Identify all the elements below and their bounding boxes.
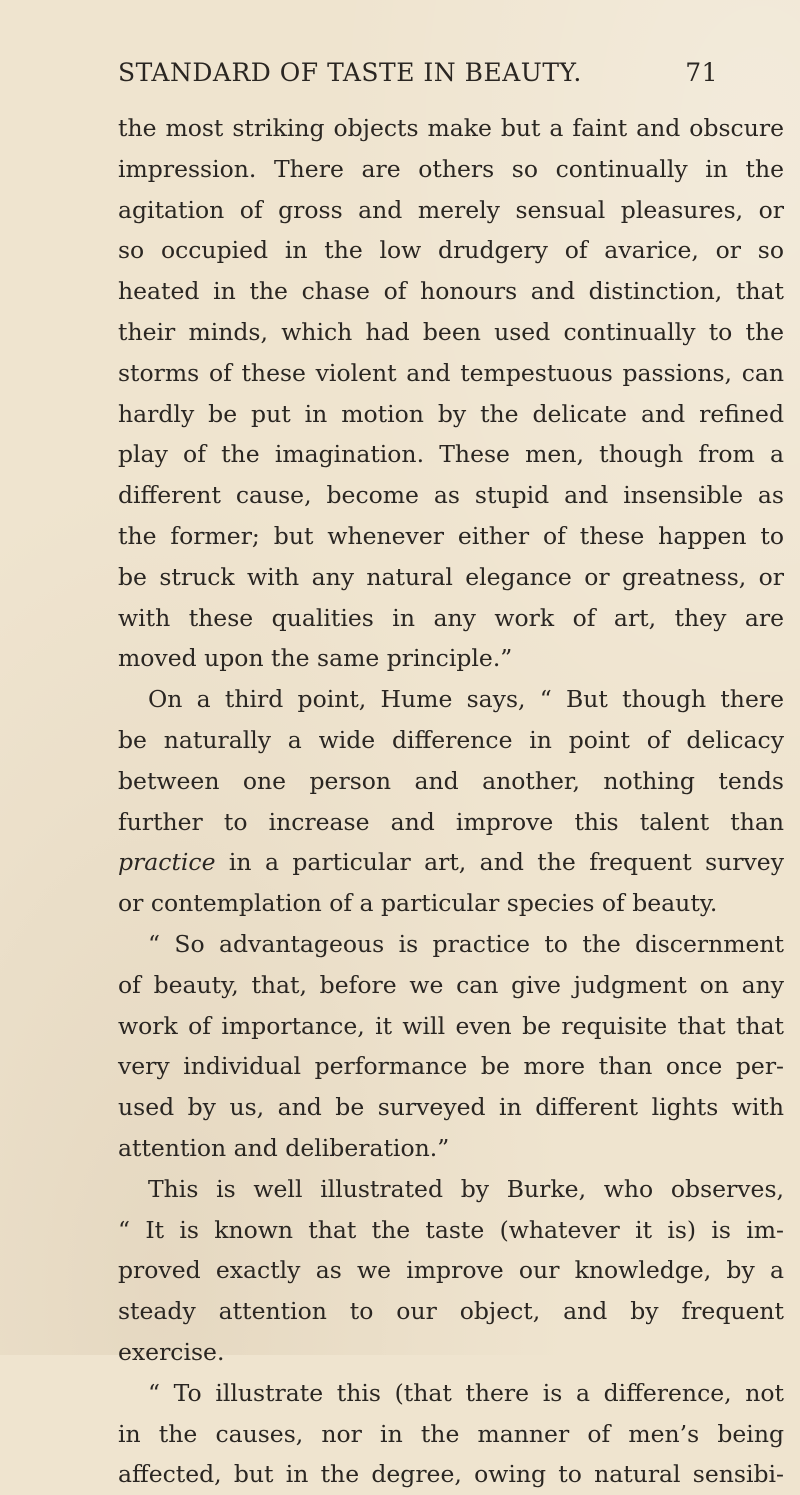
text-line: heated in the chase of honours and distinction, that: [118, 277, 784, 306]
text-line: moved upon the same principle.”: [118, 644, 513, 673]
text-line: in the causes, nor in the manner of men’s being: [118, 1419, 784, 1448]
text-line: their minds, which had been used continually to the: [118, 317, 784, 346]
text-line: or contemplation of a particular species of beauty.: [118, 889, 718, 918]
text-line: “ So advantageous is practice to the discernment: [148, 929, 784, 958]
running-head-title: STANDARD OF TASTE IN BEAUTY.: [118, 58, 582, 87]
text-line: steady attention to our object, and by frequent: [118, 1297, 784, 1326]
text-line-with-emphasis: [118, 842, 784, 883]
text-line: between one person and another, nothing tends: [118, 766, 784, 795]
text-line: impression. There are others so continually in the: [118, 154, 784, 183]
text-line: the former; but whenever either of these happen to: [118, 521, 784, 550]
text-line: very individual performance be more than once per-: [118, 1052, 784, 1081]
text-line: “ It is known that the taste (whatever it is) is im-: [118, 1215, 784, 1244]
text-line: attention and deliberation.”: [118, 1133, 450, 1162]
text-line: work of importance, it will even be requisite that that: [118, 1011, 784, 1040]
text-line: with these qualities in any work of art, they are: [118, 603, 784, 632]
emphasis-practice: practice: [118, 848, 216, 877]
text-line: of beauty, that, before we can give judgment on any: [118, 970, 784, 999]
page-number: 71: [685, 58, 718, 87]
body-text: [118, 108, 784, 1495]
text-line: affected, but in the degree, owing to natural sensibi-: [118, 1460, 784, 1489]
text-line: storms of these violent and tempestuous passions, can: [118, 358, 784, 387]
text-line: be naturally a wide difference in point of delicacy: [118, 725, 784, 754]
text-line: used by us, and be surveyed in different lights with: [118, 1093, 784, 1122]
text-line: “ To illustrate this (that there is a difference, not: [148, 1378, 784, 1407]
text-line: different cause, become as stupid and insensible as: [118, 481, 784, 510]
text-line: exercise.: [118, 1337, 225, 1366]
text-line: play of the imagination. These men, though from a: [118, 440, 784, 469]
text-line: This is well illustrated by Burke, who observes,: [148, 1174, 784, 1203]
text-line-rest: in a particular art, and the frequent survey: [215, 848, 784, 877]
text-line: hardly be put in motion by the delicate and refined: [118, 399, 784, 428]
text-line: On a third point, Hume says, “ But though there: [148, 685, 784, 714]
text-line: further to increase and improve this talent than: [118, 807, 784, 836]
text-line: so occupied in the low drudgery of avarice, or so: [118, 236, 784, 265]
running-head: [118, 58, 718, 87]
text-line: the most striking objects make but a faint and obscure: [118, 114, 784, 142]
text-line: agitation of gross and merely sensual pleasures, or: [118, 195, 784, 224]
text-line: proved exactly as we improve our knowledge, by a: [118, 1256, 784, 1285]
text-line: be struck with any natural elegance or greatness, or: [118, 562, 784, 591]
